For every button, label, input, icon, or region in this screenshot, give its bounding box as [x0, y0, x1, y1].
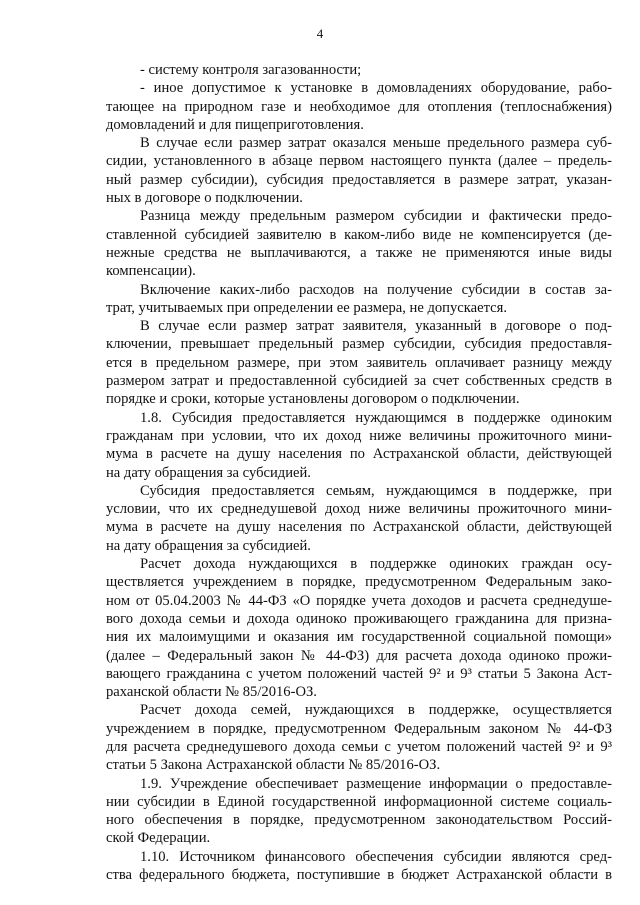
paragraph	[106, 317, 612, 408]
text-line: 1.10. Источником финансового обеспечения субсидии являются сред-	[140, 848, 612, 865]
text-line: ществляется учреждением в порядке, предусмотренном Федеральным зако-	[106, 574, 612, 591]
text-line: ской Федерации.	[106, 830, 211, 847]
text-line: компенсации).	[106, 263, 196, 280]
text-line: на дату обращения за субсидией.	[106, 537, 311, 554]
text-line: Расчет дохода семей, нуждающихся в поддержке, осуществляется	[140, 702, 612, 719]
text-line: порядке и сроки, которые установлены договором о подключении.	[106, 391, 520, 408]
text-line: Включение каких-либо расходов на получение субсидии в состав за-	[140, 281, 612, 298]
text-line: для расчета среднедушевого дохода семьи с учетом положений частей 9² и 9³	[106, 738, 612, 755]
text-line: тающее на природном газе и необходимое для отопления (теплоснабжения)	[106, 98, 612, 115]
text-line: ключении, превышает предельный размер субсидии, субсидия предоставля-	[106, 336, 612, 353]
text-line: ставленной субсидией заявителю в каком-либо виде не компенсируется (де-	[106, 226, 612, 243]
text-line: ния их малоимущими и оказания им государственной социальной помощи»	[106, 629, 612, 646]
paragraph	[106, 281, 612, 318]
text-line: (далее – Федеральный закон № 44-ФЗ) для расчета дохода одиноко прожи-	[106, 647, 612, 664]
paragraph	[106, 701, 612, 774]
text-line: ется в предельном размере, при этом заявитель оплачивает разницу между	[106, 354, 612, 371]
text-line: В случае если размер затрат оказался меньше предельного размера суб-	[140, 135, 612, 152]
text-line: нежные средства не выплачиваются, а также не применяются иные виды	[106, 244, 612, 261]
paragraph	[106, 134, 612, 207]
text-line: Расчет дохода нуждающихся в поддержке одиноких граждан осу-	[140, 556, 612, 573]
text-line: Разница между предельным размером субсидии и фактически предо-	[140, 208, 612, 225]
text-line: на дату обращения за субсидией.	[106, 464, 311, 481]
text-line: ный размер субсидии), субсидия предоставляется в размере затрат, указан-	[106, 171, 612, 188]
text-line: вающего гражданина с учетом положений частей 9² и 9³ статьи 5 Закона Аст-	[106, 665, 612, 682]
text-line: Субсидия предоставляется семьям, нуждающимся в поддержке, при	[140, 482, 612, 499]
text-line: сидии, установленного в абзаце первом настоящего пункта (далее – предель-	[106, 153, 612, 170]
text-line: раханской области № 85/2016-ОЗ.	[106, 684, 317, 701]
text-line: В случае если размер затрат заявителя, указанный в договоре о под-	[140, 318, 612, 335]
paragraph	[106, 61, 612, 79]
text-line: ном от 05.04.2003 № 44-ФЗ «О порядке учета доходов и расчета среднедуше-	[106, 592, 612, 609]
text-line: мума в расчете на душу населения по Астраханской области, действующей	[106, 519, 612, 536]
text-line: ных в договоре о подключении.	[106, 190, 303, 207]
text-line: - систему контроля загазованности;	[140, 62, 362, 78]
page-number: 4	[316, 26, 324, 41]
text-line: 1.8. Субсидия предоставляется нуждающимся в поддержке одиноким	[140, 409, 612, 426]
text-line: ства федерального бюджета, поступившие в бюджет Астраханской области в	[106, 867, 612, 884]
text-line: размером затрат и предоставленной субсидией за счет собственных средств в	[106, 373, 612, 390]
paragraph	[106, 79, 612, 134]
paragraph	[106, 409, 612, 482]
text-line: трат, учитываемых при определении ее размера, не допускается.	[106, 299, 507, 316]
text-line: гражданам при условии, что их доход ниже величины прожиточного мини-	[106, 427, 612, 444]
text-line: учреждением в порядке, предусмотренном Федеральным законом № 44-ФЗ	[106, 720, 612, 737]
text-line: мума в расчете на душу населения по Астраханской области, действующей	[106, 446, 612, 463]
paragraph	[106, 207, 612, 280]
text-line: - иное допустимое к установке в домовладениях оборудование, рабо-	[140, 80, 612, 97]
paragraph	[106, 555, 612, 701]
text-line: ного обеспечения в порядке, предусмотренном законодательством Россий-	[106, 812, 612, 829]
text-line: нии субсидии в Единой государственной информационной системе социаль-	[106, 793, 612, 810]
text-line: статьи 5 Закона Астраханской области № 85/2016-ОЗ.	[106, 757, 441, 774]
text-line: условии, что их среднедушевой доход ниже величины прожиточного мини-	[106, 501, 612, 518]
paragraph	[106, 482, 612, 555]
paragraph	[106, 775, 612, 848]
text-line: вого дохода семьи и дохода одиноко проживающего гражданина для призна-	[106, 610, 612, 627]
paragraph	[106, 848, 612, 885]
text-line: 1.9. Учреждение обеспечивает размещение информации о предоставле-	[140, 775, 612, 792]
text-line: домовладений и для пищеприготовления.	[106, 116, 364, 133]
document-body	[106, 61, 612, 884]
